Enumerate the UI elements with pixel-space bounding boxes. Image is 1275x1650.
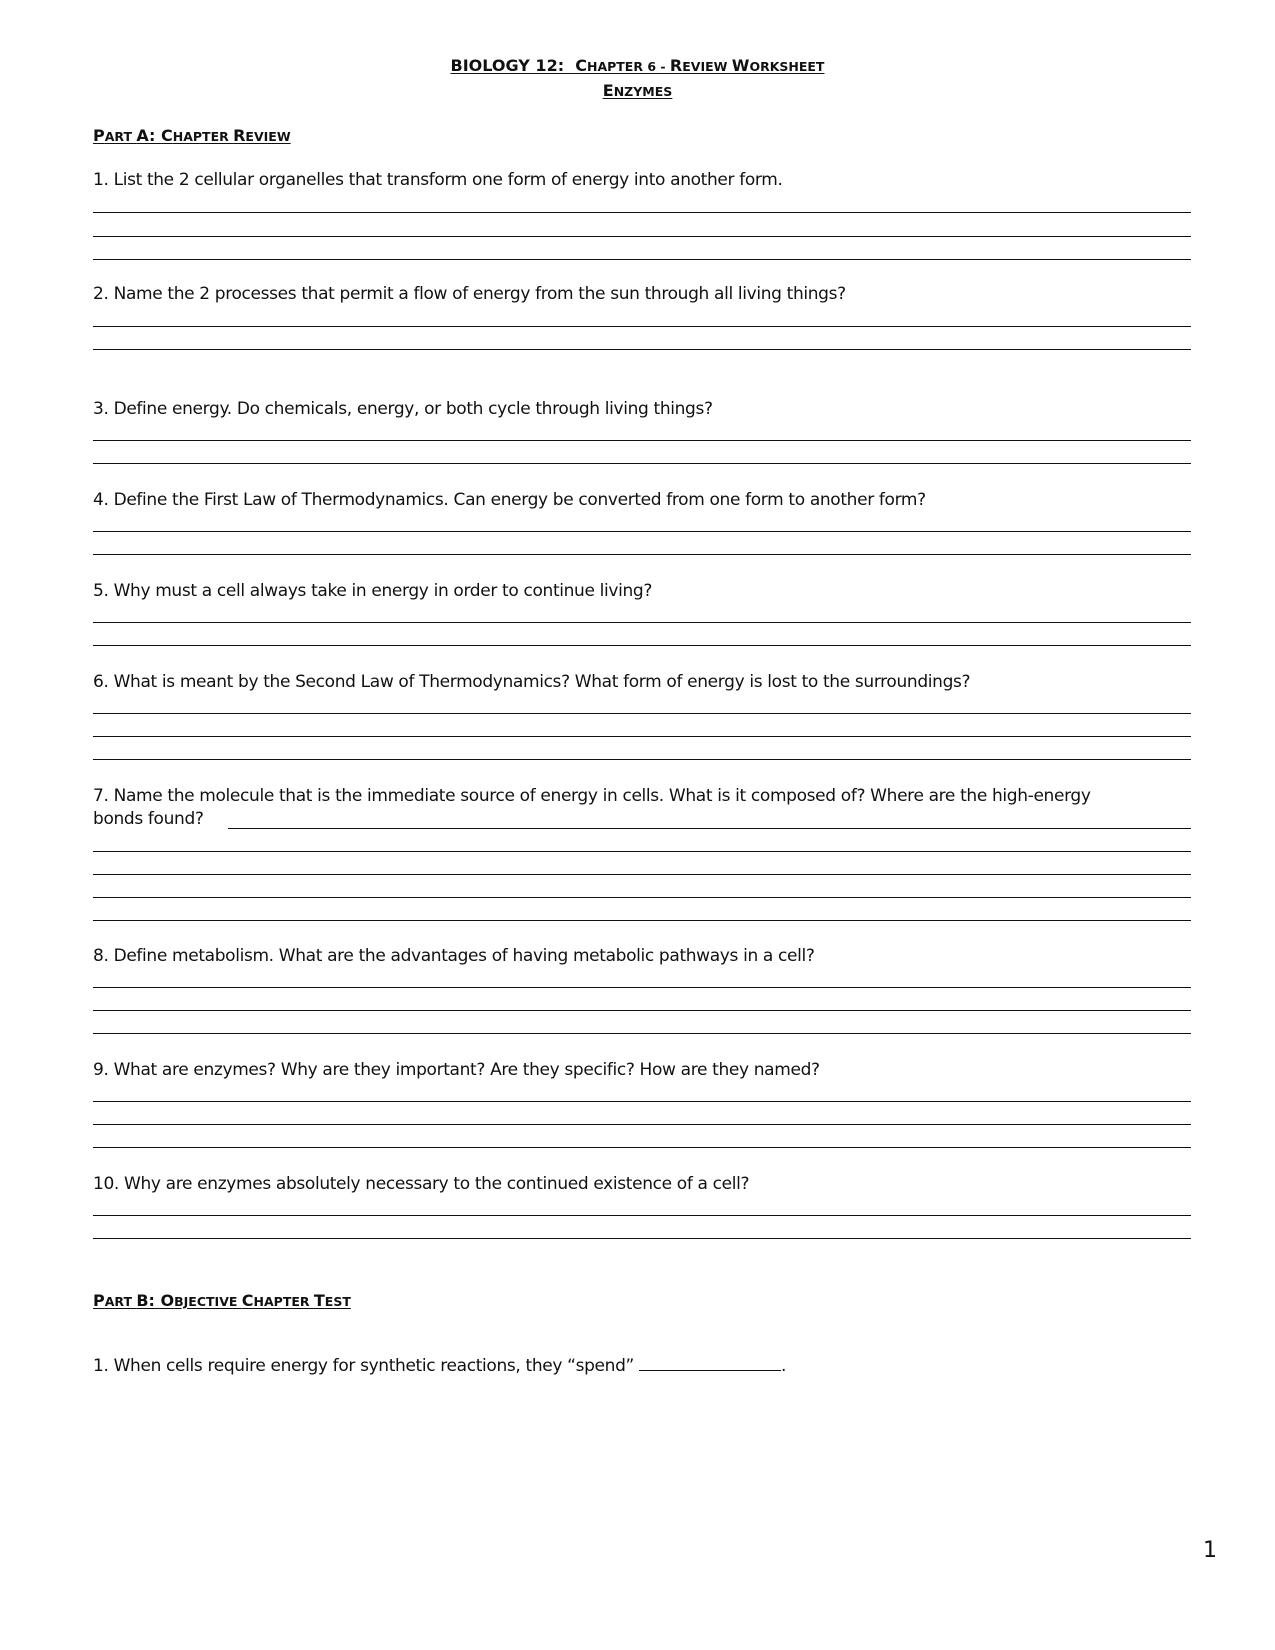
part-b-hapter: HAPTER: [253, 1294, 314, 1309]
answer-line[interactable]: [93, 759, 1191, 760]
answer-line[interactable]: [93, 1147, 1191, 1148]
subtitle-rest: NZYMES: [613, 84, 673, 99]
question-10: 10. Why are enzymes absolutely necessary to the continued existence of a cell?: [93, 1174, 750, 1194]
part-b-test-initial: T: [313, 1291, 325, 1310]
answer-line[interactable]: [93, 554, 1191, 555]
part-b-chapter-initial: C: [241, 1291, 254, 1310]
title-course: BIOLOGY 12:: [450, 56, 565, 75]
question-6: 6. What is meant by the Second Law of Thermodynamics? What form of energy is lost to the surroundings?: [93, 672, 971, 692]
answer-line[interactable]: [93, 1033, 1191, 1034]
answer-line[interactable]: [93, 874, 1191, 875]
title-review-initial: R: [669, 56, 683, 75]
question-7-line2: bonds found?: [93, 809, 204, 829]
part-a-art: ART: [104, 129, 137, 144]
title-review-rest: EVIEW: [682, 59, 732, 74]
answer-line[interactable]: [93, 349, 1191, 350]
part-b-heading: [93, 1291, 351, 1310]
worksheet-title: [0, 56, 1275, 75]
worksheet-subtitle: [0, 81, 1275, 100]
answer-line[interactable]: [93, 236, 1191, 237]
answer-line[interactable]: [93, 212, 1191, 213]
answer-line[interactable]: [93, 713, 1191, 714]
answer-line[interactable]: [93, 326, 1191, 327]
question-5: 5. Why must a cell always take in energy in order to continue living?: [93, 581, 653, 601]
part-b-letter: B: O: [136, 1291, 175, 1310]
part-b-bjective: BJECTIVE: [174, 1294, 242, 1309]
part-b-initial: P: [93, 1291, 105, 1310]
answer-line[interactable]: [93, 1238, 1191, 1239]
answer-line[interactable]: [93, 1124, 1191, 1125]
answer-line-inline[interactable]: [228, 828, 1191, 829]
answer-line[interactable]: [93, 1101, 1191, 1102]
question-9: 9. What are enzymes? Why are they important? Are they specific? How are they named?: [93, 1060, 820, 1080]
answer-line[interactable]: [93, 463, 1191, 464]
answer-line[interactable]: [93, 1215, 1191, 1216]
part-b-question-1-suffix: .: [781, 1356, 787, 1376]
question-4: 4. Define the First Law of Thermodynamics. Can energy be converted from one form to another form?: [93, 490, 926, 510]
answer-line[interactable]: [93, 897, 1191, 898]
answer-line[interactable]: [93, 1010, 1191, 1011]
part-a-hapter: HAPTER: [172, 129, 234, 144]
part-a-heading: [93, 126, 291, 145]
answer-line[interactable]: [93, 531, 1191, 532]
title-chapter-initial: C: [575, 56, 587, 75]
answer-line[interactable]: [93, 851, 1191, 852]
part-a-initial: P: [93, 126, 105, 145]
part-a-review-initial: R: [233, 126, 246, 145]
fill-in-blank[interactable]: [639, 1356, 781, 1371]
question-2: 2. Name the 2 processes that permit a flow of energy from the sun through all living things?: [93, 284, 846, 304]
question-8: 8. Define metabolism. What are the advantages of having metabolic pathways in a cell?: [93, 946, 815, 966]
title-worksheet-initial: W: [731, 56, 750, 75]
part-a-letter: A: C: [136, 126, 173, 145]
answer-line[interactable]: [93, 920, 1191, 921]
title-worksheet-rest: ORKSHEET: [749, 59, 825, 74]
answer-line[interactable]: [93, 440, 1191, 441]
answer-line[interactable]: [93, 736, 1191, 737]
answer-line[interactable]: [93, 622, 1191, 623]
answer-line[interactable]: [93, 987, 1191, 988]
part-b-question-1: [93, 1356, 786, 1376]
answer-line[interactable]: [93, 645, 1191, 646]
part-b-question-1-text: 1. When cells require energy for synthetic reactions, they “spend”: [93, 1356, 634, 1376]
question-1: 1. List the 2 cellular organelles that transform one form of energy into another form.: [93, 170, 783, 190]
question-7: 7. Name the molecule that is the immediate source of energy in cells. What is it composed of? Where are the high-energy: [93, 786, 1091, 806]
part-b-art: ART: [104, 1294, 137, 1309]
part-b-test-rest: EST: [324, 1294, 351, 1309]
page-number: 1: [1203, 1538, 1217, 1563]
title-chapter-rest: HAPTER 6 -: [586, 59, 670, 74]
subtitle-initial: E: [602, 81, 614, 100]
part-a-review-rest: EVIEW: [245, 129, 291, 144]
question-3: 3. Define energy. Do chemicals, energy, or both cycle through living things?: [93, 399, 713, 419]
answer-line[interactable]: [93, 259, 1191, 260]
